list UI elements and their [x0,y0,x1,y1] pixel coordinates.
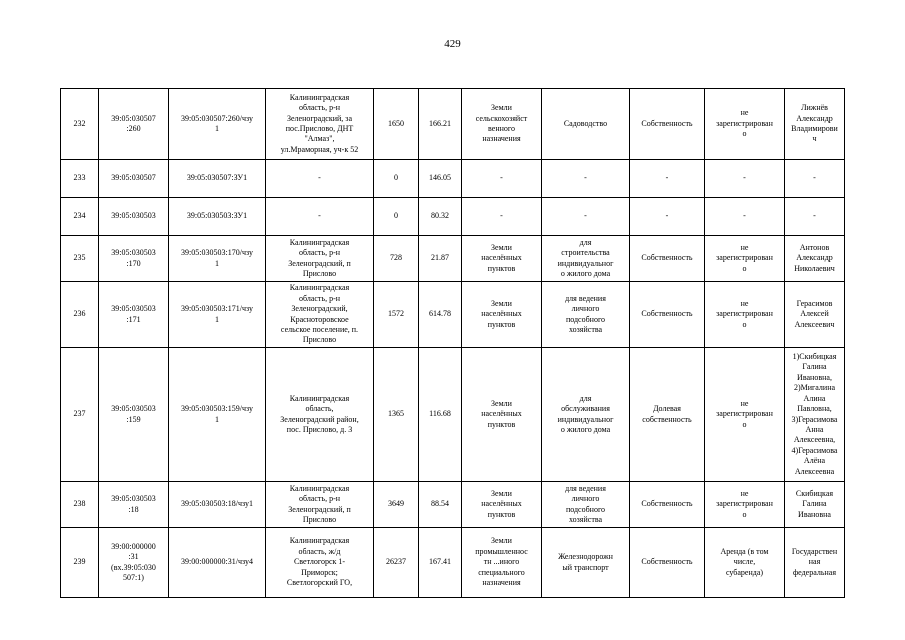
cell-cadastral-quarter: 39:05:030503 :18 [99,482,169,528]
cell-number: 236 [61,282,99,348]
cell-right-type: Собственность [630,528,705,598]
table-row [61,89,845,160]
cell-area: 26237 [374,528,419,598]
cell-land-category: - [462,198,542,236]
cell-right-holder: - [785,160,845,198]
cell-zone-area: 21.87 [419,236,462,282]
cell-zone-id: 39:05:030503:171/чзу 1 [169,282,266,348]
cell-land-category: - [462,160,542,198]
cell-address: Калининградская область, ж/д Светлогорск 1- Приморск; Светлогорский ГО, [266,528,374,598]
cell-address: Калининградская область, р-н Зеленоградский, п Прислово [266,236,374,282]
cell-encumbrance: не зарегистрирован о [705,482,785,528]
cell-cadastral-quarter: 39:05:030503 :170 [99,236,169,282]
cell-number: 232 [61,89,99,160]
cell-right-holder: 1)Скибицкая Галина Ивановна, 2)Мигалина Алина Павловна, 3)Герасимова Анна Алексеевна, 4)Герасимова Алёна Алексеевна [785,348,845,482]
cell-right-holder: Скибицкая Галина Ивановна [785,482,845,528]
cell-zone-id: 39:05:030503:170/чзу 1 [169,236,266,282]
cell-right-type: Собственность [630,482,705,528]
cell-right-type: - [630,198,705,236]
cell-address: Калининградская область, Зеленоградский район, пос. Прислово, д. 3 [266,348,374,482]
table-row [61,528,845,598]
cell-zone-area: 88.54 [419,482,462,528]
cell-zone-id: 39:05:030503:ЗУ1 [169,198,266,236]
cell-right-type: Долевая собственность [630,348,705,482]
table-row [61,348,845,482]
cell-zone-area: 116.68 [419,348,462,482]
cell-encumbrance: - [705,198,785,236]
cell-area: 1572 [374,282,419,348]
cell-zone-id: 39:05:030507:260/чзу 1 [169,89,266,160]
cell-cadastral-quarter: 39:05:030503 :159 [99,348,169,482]
cell-permitted-use: - [542,160,630,198]
cell-area: 1650 [374,89,419,160]
table-body [61,89,845,598]
cell-zone-id: 39:05:030507:ЗУ1 [169,160,266,198]
cell-right-holder: Антонов Александр Николаевич [785,236,845,282]
cell-address: Калининградская область, р-н Зеленоградский, Красноторовское сельское поселение, п. Прислово [266,282,374,348]
table-row [61,282,845,348]
cell-number: 238 [61,482,99,528]
cell-right-type: Собственность [630,89,705,160]
cell-permitted-use: Железнодорожн ый транспорт [542,528,630,598]
cell-cadastral-quarter: 39:05:030503 [99,198,169,236]
cell-right-holder: - [785,198,845,236]
cell-right-type: - [630,160,705,198]
cell-encumbrance: - [705,160,785,198]
land-plots-table [60,88,845,598]
cell-number: 235 [61,236,99,282]
cell-address: Калининградская область, р-н Зеленоградский, за пос.Прислово, ДНТ "Алмаз", ул.Мраморная, уч-к 52 [266,89,374,160]
cell-zone-area: 80.32 [419,198,462,236]
cell-zone-area: 146.05 [419,160,462,198]
cell-cadastral-quarter: 39:00:000000 :31 (вх.39:05:030 507:1) [99,528,169,598]
cell-land-category: Земли сельскохозяйст венного назначения [462,89,542,160]
cell-cadastral-quarter: 39:05:030507 :260 [99,89,169,160]
page-number: 429 [444,38,461,50]
cell-right-type: Собственность [630,282,705,348]
cell-area: 3649 [374,482,419,528]
cell-permitted-use: Садоводство [542,89,630,160]
cell-cadastral-quarter: 39:05:030503 :171 [99,282,169,348]
table-row [61,482,845,528]
cell-zone-id: 39:05:030503:18/чзу1 [169,482,266,528]
cell-number: 233 [61,160,99,198]
cell-encumbrance: не зарегистрирован о [705,89,785,160]
cell-area: 0 [374,160,419,198]
cell-land-category: Земли населённых пунктов [462,482,542,528]
cell-address: - [266,160,374,198]
cell-zone-id: 39:05:030503:159/чзу 1 [169,348,266,482]
cell-encumbrance: не зарегистрирован о [705,236,785,282]
cell-permitted-use: для ведения личного подсобного хозяйства [542,482,630,528]
cell-address: - [266,198,374,236]
cell-right-holder: Государствен ная федеральная [785,528,845,598]
cell-land-category: Земли промышленнос тн ...иного специального назначения [462,528,542,598]
cell-right-type: Собственность [630,236,705,282]
cell-permitted-use: для строительства индивидуальног о жилого дома [542,236,630,282]
cell-zone-area: 614.78 [419,282,462,348]
cell-encumbrance: не зарегистрирован о [705,282,785,348]
table-row [61,236,845,282]
cell-address: Калининградская область, р-н Зеленоградский, п Прислово [266,482,374,528]
cell-number: 237 [61,348,99,482]
cell-land-category: Земли населённых пунктов [462,282,542,348]
cell-encumbrance: Аренда (в том числе, субаренда) [705,528,785,598]
cell-permitted-use: - [542,198,630,236]
cell-encumbrance: не зарегистрирован о [705,348,785,482]
cell-zone-id: 39:00:000000:31/чзу4 [169,528,266,598]
cell-area: 0 [374,198,419,236]
cell-land-category: Земли населённых пунктов [462,348,542,482]
cell-right-holder: Герасимов Алексей Алексеевич [785,282,845,348]
cell-permitted-use: для ведения личного подсобного хозяйства [542,282,630,348]
cell-cadastral-quarter: 39:05:030507 [99,160,169,198]
table-row [61,198,845,236]
cell-area: 1365 [374,348,419,482]
cell-area: 728 [374,236,419,282]
cell-zone-area: 167.41 [419,528,462,598]
cell-permitted-use: для обслуживания индивидуальног о жилого дома [542,348,630,482]
cell-number: 234 [61,198,99,236]
table-row [61,160,845,198]
cell-number: 239 [61,528,99,598]
cell-zone-area: 166.21 [419,89,462,160]
cell-right-holder: Лижнёв Александр Владимирови ч [785,89,845,160]
cell-land-category: Земли населённых пунктов [462,236,542,282]
